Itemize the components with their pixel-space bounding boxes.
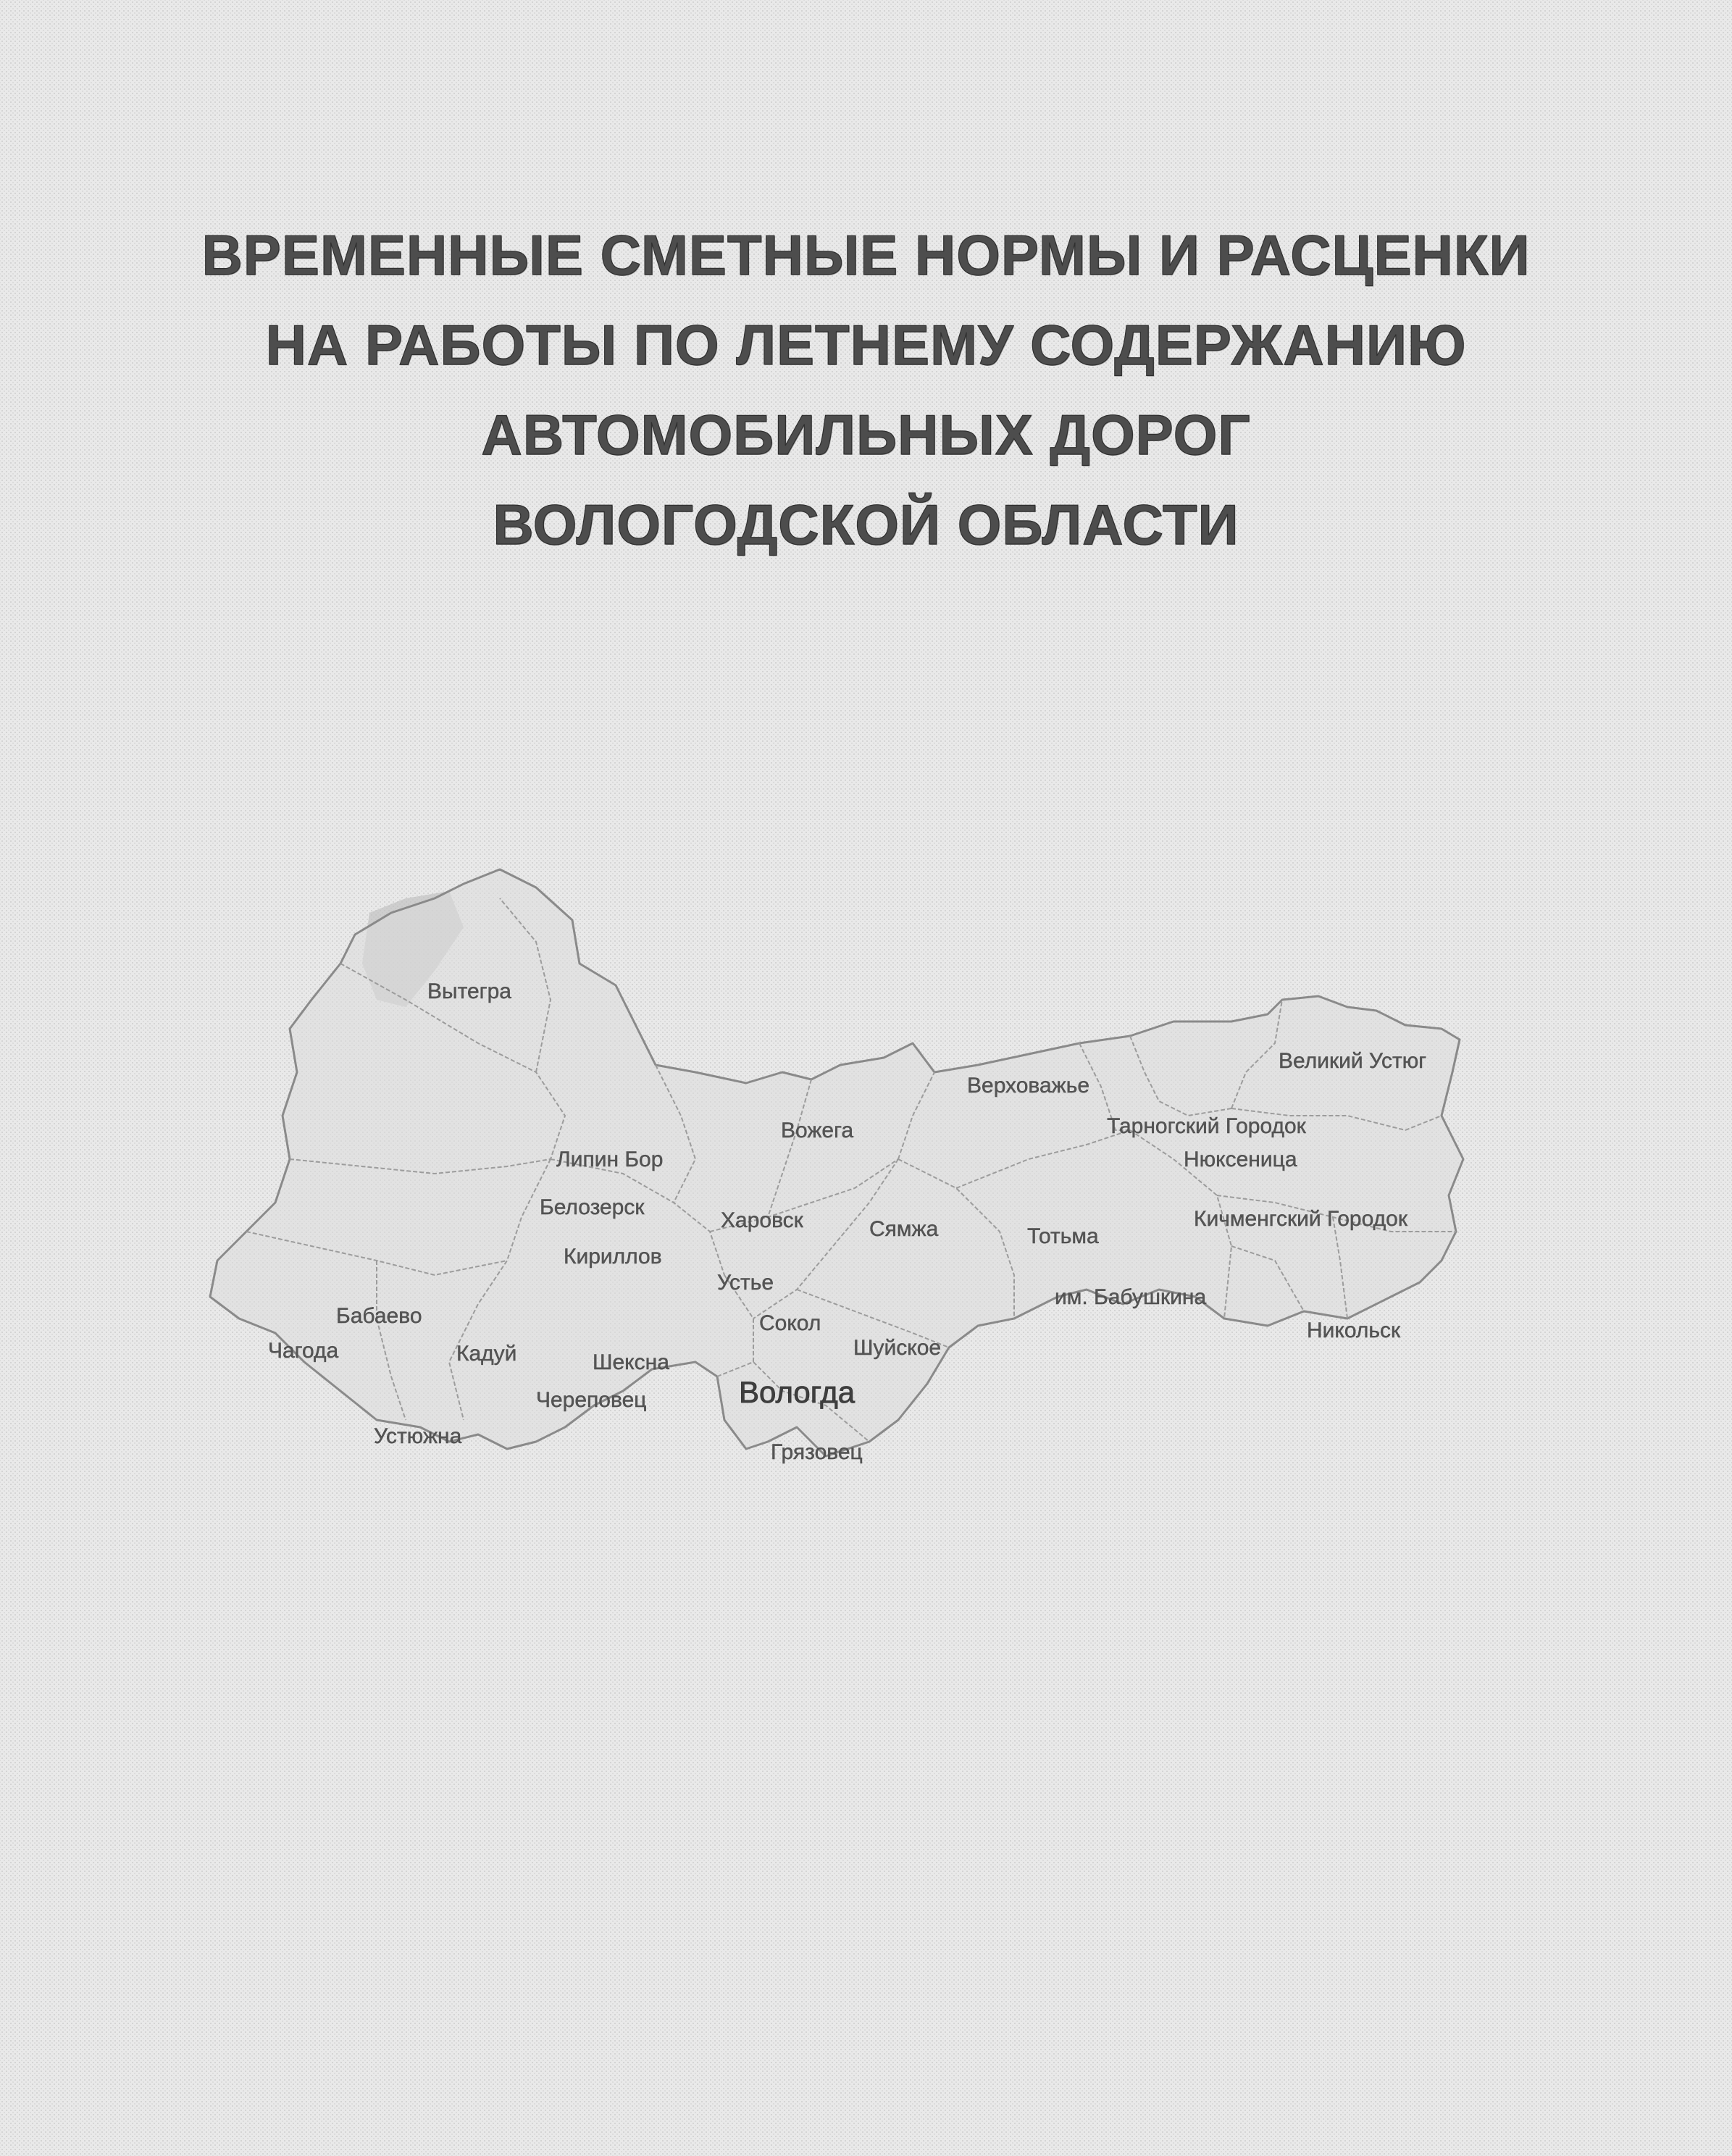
label-vytegra: Вытегра: [427, 979, 511, 1003]
label-veliky-ustyug: Великий Устюг: [1279, 1049, 1427, 1073]
title-line-2: НА РАБОТЫ ПО ЛЕТНЕМУ СОДЕРЖАНИЮ: [265, 313, 1467, 377]
label-sheksna: Шексна: [593, 1350, 669, 1374]
label-kharovsk: Харовск: [721, 1208, 803, 1232]
label-belozersk: Белозерск: [540, 1195, 645, 1219]
label-vologda: Вологда: [739, 1375, 855, 1409]
vologda-region-map: [0, 855, 1732, 1543]
label-gryazovets: Грязовец: [771, 1440, 863, 1464]
title-line-1: ВРЕМЕННЫЕ СМЕТНЫЕ НОРМЫ И РАСЦЕНКИ: [201, 223, 1531, 287]
label-sokol: Сокол: [759, 1311, 821, 1335]
label-lipin-bor: Липин Бор: [556, 1148, 664, 1171]
label-kirillov: Кириллов: [564, 1245, 662, 1269]
label-babaevo: Бабаево: [336, 1304, 422, 1328]
label-chagoda: Чагода: [268, 1339, 339, 1363]
label-im-babushkina: им. Бабушкина: [1055, 1285, 1207, 1309]
label-ustyuzhna: Устюжна: [374, 1424, 462, 1448]
label-verkhovazhye: Верховажье: [967, 1074, 1090, 1098]
title-line-4: ВОЛОГОДСКОЙ ОБЛАСТИ: [493, 493, 1239, 556]
label-tarnogsky-gorodok: Тарногский Городок: [1107, 1114, 1306, 1138]
label-shuyskoye: Шуйское: [853, 1336, 942, 1360]
label-cherepovets: Череповец: [536, 1388, 647, 1412]
label-syamzha: Сямжа: [869, 1217, 939, 1241]
label-ustye: Устье: [717, 1271, 774, 1295]
document-title: [0, 210, 1732, 569]
label-totma: Тотьма: [1027, 1224, 1099, 1248]
label-nikolsk: Никольск: [1307, 1319, 1401, 1342]
region-map-svg: [0, 855, 1732, 1543]
label-kichmengsky-gorodok: Кичменгский Городок: [1194, 1207, 1407, 1231]
label-kaduy: Кадуй: [456, 1342, 517, 1366]
label-vozhega: Вожега: [781, 1119, 854, 1142]
title-line-3: АВТОМОБИЛЬНЫХ ДОРОГ: [481, 403, 1251, 467]
label-nyuksenitsa: Нюксеница: [1184, 1148, 1297, 1171]
